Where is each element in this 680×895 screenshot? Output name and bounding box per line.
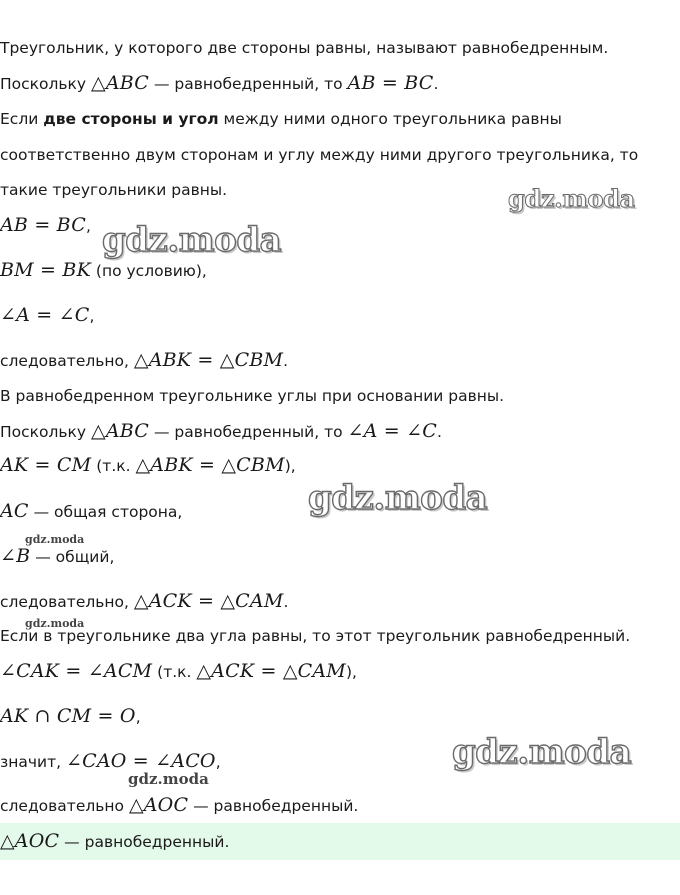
line-8 bbox=[0, 305, 94, 326]
text: . bbox=[433, 75, 439, 93]
text: — общий, bbox=[30, 548, 115, 566]
math-expression: AC bbox=[0, 500, 29, 522]
math-expression: ∠A = ∠C bbox=[0, 304, 90, 326]
text: , bbox=[85, 217, 91, 235]
text: — равнобедренный, то bbox=[149, 423, 348, 441]
line-3 bbox=[0, 109, 562, 129]
line-19 bbox=[0, 751, 221, 772]
answer-box bbox=[0, 823, 680, 860]
text: — равнобедренный. bbox=[59, 833, 230, 851]
text: (т.к. bbox=[152, 663, 197, 681]
math-expression: △ABK = △CBM bbox=[135, 454, 285, 476]
text: Если bbox=[0, 110, 44, 128]
line-14 bbox=[0, 546, 114, 567]
line-11 bbox=[0, 421, 442, 442]
math-expression: △AOC bbox=[128, 794, 189, 816]
text: Поскольку bbox=[0, 423, 92, 441]
math-expression: AK = CM bbox=[0, 454, 92, 476]
watermark: gdz.moda bbox=[308, 478, 488, 518]
math-expression: ∠CAK = ∠ACM bbox=[0, 660, 153, 682]
line-6 bbox=[0, 215, 91, 236]
text: — равнобедренный, то bbox=[149, 75, 348, 93]
watermark: gdz.moda bbox=[25, 533, 85, 546]
text: . bbox=[283, 352, 289, 370]
text: (т.к. bbox=[91, 457, 136, 475]
line-15 bbox=[0, 591, 288, 612]
math-expression: △ACK = △CAM bbox=[133, 590, 284, 612]
watermark: gdz.moda bbox=[508, 184, 635, 213]
text: (по условию), bbox=[90, 262, 207, 280]
text: . bbox=[283, 593, 289, 611]
watermark: gdz.moda bbox=[452, 732, 632, 772]
watermark: gdz.moda bbox=[25, 617, 85, 630]
math-expression: △ABK = △CBM bbox=[133, 349, 284, 371]
text: ), bbox=[284, 457, 296, 475]
math-expression: ∠A = ∠C bbox=[347, 420, 438, 442]
line-17 bbox=[0, 661, 357, 682]
text: , bbox=[215, 753, 221, 771]
line-18 bbox=[0, 706, 141, 727]
math-expression: ∠CAO = ∠ACO bbox=[66, 750, 216, 772]
line-9 bbox=[0, 350, 288, 371]
text: В равнобедренном треугольнике углы при основании равны. bbox=[0, 387, 505, 405]
line-20 bbox=[0, 795, 358, 816]
line-16 bbox=[0, 626, 630, 646]
line-4 bbox=[0, 145, 638, 165]
text: , bbox=[135, 708, 141, 726]
math-expression: AK ∩ CM = O bbox=[0, 705, 136, 727]
text: между ними одного треугольника равны bbox=[218, 110, 562, 128]
text: — равнобедренный. bbox=[188, 797, 359, 815]
answer-line bbox=[0, 831, 229, 852]
math-expression: △ABC bbox=[91, 420, 150, 442]
text: такие треугольники равны. bbox=[0, 181, 228, 199]
math-expression: AB = BC bbox=[347, 72, 434, 94]
line-7 bbox=[0, 260, 207, 281]
math-expression: AB = BC bbox=[0, 214, 86, 236]
text: ), bbox=[345, 663, 357, 681]
text: следовательно bbox=[0, 797, 129, 815]
bold-text: две стороны и угол bbox=[43, 110, 219, 128]
line-1 bbox=[0, 38, 608, 58]
watermark: gdz.moda bbox=[128, 770, 209, 788]
line-12 bbox=[0, 455, 296, 476]
text: соответственно двум сторонам и углу между ними другого треугольника, то bbox=[0, 146, 639, 164]
text: значит, bbox=[0, 753, 66, 771]
line-5 bbox=[0, 180, 227, 200]
math-expression: △AOC bbox=[0, 830, 60, 852]
math-expression: ∠B bbox=[0, 545, 31, 567]
line-13 bbox=[0, 501, 182, 522]
text: следовательно, bbox=[0, 352, 134, 370]
text: Поскольку bbox=[0, 75, 92, 93]
text: . bbox=[437, 423, 442, 441]
watermark: gdz.moda bbox=[102, 220, 282, 260]
line-10 bbox=[0, 386, 504, 406]
math-expression: △ABC bbox=[91, 72, 150, 94]
text: следовательно, bbox=[0, 593, 134, 611]
math-expression: BM = BK bbox=[0, 259, 91, 281]
math-expression: △ACK = △CAM bbox=[196, 660, 346, 682]
line-2 bbox=[0, 73, 438, 94]
text: , bbox=[89, 307, 95, 325]
text: Треугольник, у которого две стороны равны, называют равнобедренным. bbox=[0, 39, 609, 57]
text: Если в треугольнике два угла равны, то этот треугольник равнобедренный. bbox=[0, 627, 631, 645]
text: — общая сторона, bbox=[28, 503, 183, 521]
